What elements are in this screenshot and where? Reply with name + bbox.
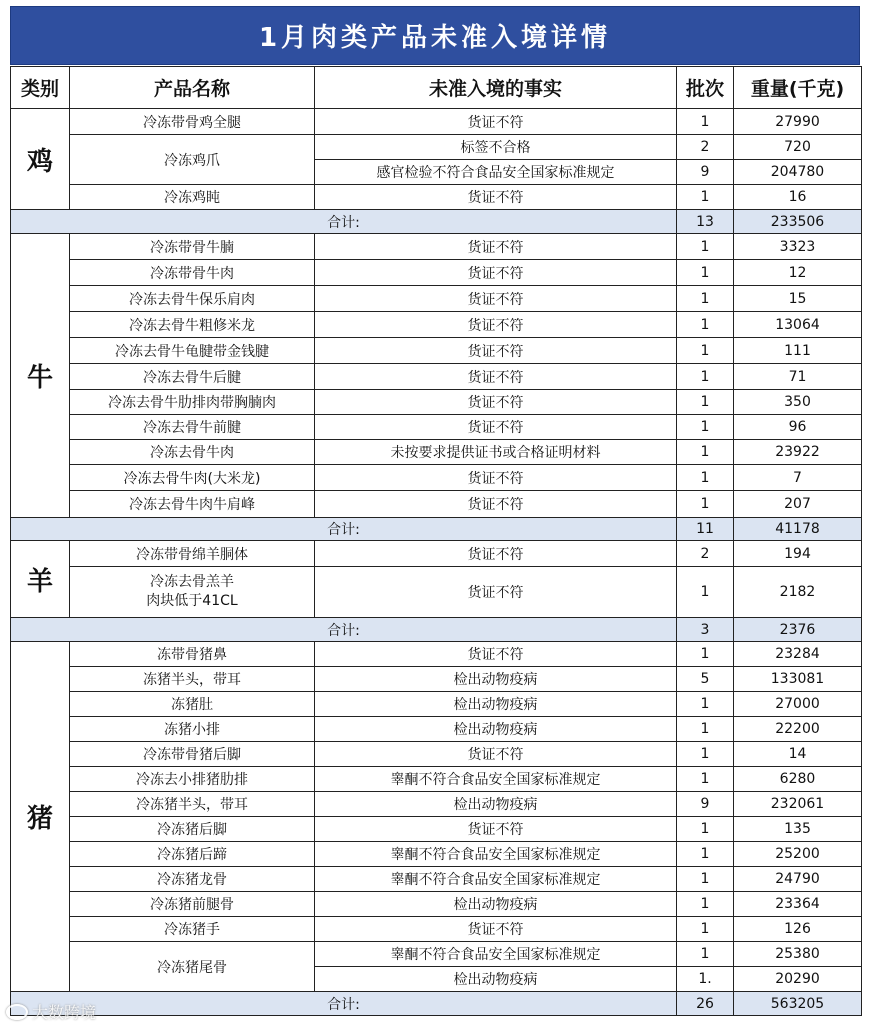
subtotal-weight: 233506 [734, 210, 862, 234]
batch-count: 1 [677, 717, 734, 742]
batch-count: 1 [677, 234, 734, 260]
denial-fact: 睾酮不符合食品安全国家标准规定 [315, 867, 677, 892]
batch-count: 1 [677, 185, 734, 210]
denial-fact: 检出动物疫病 [315, 792, 677, 817]
denial-fact: 货证不符 [315, 465, 677, 491]
denial-fact: 货证不符 [315, 286, 677, 312]
weight-kg: 23364 [734, 892, 862, 917]
product-name: 冷冻去骨牛后腱 [70, 364, 315, 390]
header-fact: 未准入境的事实 [315, 67, 677, 109]
batch-count: 1 [677, 642, 734, 667]
table-row [11, 312, 862, 338]
weight-kg: 16 [734, 185, 862, 210]
batch-count: 1 [677, 567, 734, 618]
subtotal-row [11, 992, 862, 1016]
batch-count: 2 [677, 135, 734, 160]
denial-fact: 货证不符 [315, 338, 677, 364]
table-row [11, 491, 862, 518]
table-row [11, 667, 862, 692]
weight-kg: 232061 [734, 792, 862, 817]
table-row [11, 541, 862, 567]
product-name: 冷冻去骨牛肉牛肩峰 [70, 491, 315, 518]
denial-fact: 感官检验不符合食品安全国家标准规定 [315, 160, 677, 185]
denial-fact: 睾酮不符合食品安全国家标准规定 [315, 767, 677, 792]
batch-count: 1 [677, 286, 734, 312]
table-row [11, 942, 862, 967]
product-name: 冷冻去骨牛肋排肉带胸腩肉 [70, 390, 315, 415]
product-name: 冻带骨猪鼻 [70, 642, 315, 667]
denial-fact: 货证不符 [315, 312, 677, 338]
product-name: 冷冻猪前腿骨 [70, 892, 315, 917]
table-row [11, 767, 862, 792]
weight-kg: 2182 [734, 567, 862, 618]
product-name: 冷冻鸡爪 [70, 135, 315, 185]
product-name: 冷冻鸡盹 [70, 185, 315, 210]
product-name: 冷冻猪后蹄 [70, 842, 315, 867]
table-row [11, 109, 862, 135]
weight-kg: 6280 [734, 767, 862, 792]
denial-fact: 货证不符 [315, 567, 677, 618]
header-row [11, 67, 862, 109]
batch-count: 1 [677, 842, 734, 867]
weight-kg: 22200 [734, 717, 862, 742]
weight-kg: 207 [734, 491, 862, 518]
batch-count: 1 [677, 338, 734, 364]
table-row [11, 185, 862, 210]
product-name-line: 肉块低于41CL [146, 593, 238, 609]
table-row [11, 465, 862, 491]
batch-count: 1 [677, 312, 734, 338]
table-row [11, 135, 862, 160]
table-row [11, 364, 862, 390]
denial-fact: 货证不符 [315, 917, 677, 942]
product-name: 冷冻带骨牛腩 [70, 234, 315, 260]
header-weight: 重量(千克) [734, 67, 862, 109]
category-beef: 牛 [11, 234, 70, 518]
weight-kg: 24790 [734, 867, 862, 892]
table-row [11, 234, 862, 260]
table-row [11, 892, 862, 917]
denial-fact: 货证不符 [315, 491, 677, 518]
weight-kg: 23922 [734, 440, 862, 465]
weight-kg: 3323 [734, 234, 862, 260]
batch-count: 1 [677, 465, 734, 491]
weight-kg: 27000 [734, 692, 862, 717]
watermark-text: 大数跨境 [32, 1003, 97, 1022]
weight-kg: 14 [734, 742, 862, 767]
product-name: 冷冻去骨牛粗修米龙 [70, 312, 315, 338]
product-name: 冷冻去骨牛保乐肩肉 [70, 286, 315, 312]
table-row [11, 792, 862, 817]
weight-kg: 71 [734, 364, 862, 390]
subtotal-label: 合计: [11, 210, 677, 234]
product-name: 冷冻去骨牛前腱 [70, 415, 315, 440]
denial-fact: 货证不符 [315, 109, 677, 135]
category-pork: 猪 [11, 642, 70, 992]
batch-count: 9 [677, 160, 734, 185]
batch-count: 1 [677, 260, 734, 286]
denial-fact: 未按要求提供证书或合格证明材料 [315, 440, 677, 465]
header-product: 产品名称 [70, 67, 315, 109]
batch-count: 1 [677, 390, 734, 415]
weight-kg: 720 [734, 135, 862, 160]
header-batch: 批次 [677, 67, 734, 109]
subtotal-weight: 563205 [734, 992, 862, 1016]
product-name: 冷冻猪龙骨 [70, 867, 315, 892]
product-name: 冻猪半头，带耳 [70, 667, 315, 692]
denial-fact: 货证不符 [315, 364, 677, 390]
denial-fact: 货证不符 [315, 742, 677, 767]
product-name-line: 冷冻去骨羔羊 [150, 574, 234, 590]
batch-count: 1 [677, 364, 734, 390]
batch-count: 1 [677, 109, 734, 135]
product-name: 冷冻带骨牛肉 [70, 260, 315, 286]
batch-count: 1. [677, 967, 734, 992]
table-row [11, 338, 862, 364]
table-row [11, 917, 862, 942]
batch-count: 9 [677, 792, 734, 817]
weight-kg: 126 [734, 917, 862, 942]
batch-count: 1 [677, 415, 734, 440]
category-lamb: 羊 [11, 541, 70, 618]
product-name: 冻猪小排 [70, 717, 315, 742]
batch-count: 1 [677, 692, 734, 717]
batch-count: 1 [677, 817, 734, 842]
weight-kg: 133081 [734, 667, 862, 692]
weight-kg: 25380 [734, 942, 862, 967]
denial-fact: 货证不符 [315, 260, 677, 286]
denial-fact: 货证不符 [315, 642, 677, 667]
denial-fact: 货证不符 [315, 390, 677, 415]
denial-fact: 货证不符 [315, 234, 677, 260]
subtotal-batch: 26 [677, 992, 734, 1016]
table-row [11, 567, 862, 618]
product-name [70, 567, 315, 618]
weight-kg: 23284 [734, 642, 862, 667]
product-name: 冷冻猪手 [70, 917, 315, 942]
denial-fact: 货证不符 [315, 541, 677, 567]
page-title: 1月肉类产品未准入境详情 [10, 6, 860, 65]
product-name: 冷冻带骨鸡全腿 [70, 109, 315, 135]
weight-kg: 25200 [734, 842, 862, 867]
table-row [11, 440, 862, 465]
weight-kg: 111 [734, 338, 862, 364]
denial-fact: 检出动物疫病 [315, 717, 677, 742]
weight-kg: 12 [734, 260, 862, 286]
batch-count: 1 [677, 767, 734, 792]
denial-fact: 检出动物疫病 [315, 892, 677, 917]
denial-fact: 检出动物疫病 [315, 667, 677, 692]
table-row [11, 415, 862, 440]
product-name: 冷冻猪半头，带耳 [70, 792, 315, 817]
weight-kg: 7 [734, 465, 862, 491]
weight-kg: 13064 [734, 312, 862, 338]
product-name: 冷冻去小排猪肋排 [70, 767, 315, 792]
subtotal-label: 合计: [11, 618, 677, 642]
batch-count: 2 [677, 541, 734, 567]
product-name: 冷冻猪后脚 [70, 817, 315, 842]
watermark [6, 1000, 96, 1023]
table-row [11, 717, 862, 742]
denial-fact: 货证不符 [315, 817, 677, 842]
category-chicken: 鸡 [11, 109, 70, 210]
table-row [11, 642, 862, 667]
subtotal-batch: 13 [677, 210, 734, 234]
subtotal-weight: 2376 [734, 618, 862, 642]
weight-kg: 27990 [734, 109, 862, 135]
weight-kg: 204780 [734, 160, 862, 185]
product-name: 冷冻带骨绵羊胴体 [70, 541, 315, 567]
weight-kg: 194 [734, 541, 862, 567]
subtotal-row [11, 518, 862, 541]
subtotal-batch: 3 [677, 618, 734, 642]
batch-count: 5 [677, 667, 734, 692]
table-row [11, 742, 862, 767]
header-category: 类别 [11, 67, 70, 109]
table-row [11, 260, 862, 286]
table-row [11, 867, 862, 892]
batch-count: 1 [677, 440, 734, 465]
product-name: 冷冻猪尾骨 [70, 942, 315, 992]
denial-fact: 货证不符 [315, 415, 677, 440]
subtotal-batch: 11 [677, 518, 734, 541]
weight-kg: 96 [734, 415, 862, 440]
denial-fact: 睾酮不符合食品安全国家标准规定 [315, 942, 677, 967]
batch-count: 1 [677, 892, 734, 917]
weight-kg: 135 [734, 817, 862, 842]
subtotal-weight: 41178 [734, 518, 862, 541]
product-name: 冷冻去骨牛肉 [70, 440, 315, 465]
subtotal-label: 合计: [11, 992, 677, 1016]
batch-count: 1 [677, 491, 734, 518]
table-row [11, 692, 862, 717]
batch-count: 1 [677, 917, 734, 942]
product-name: 冷冻带骨猪后脚 [70, 742, 315, 767]
table-row [11, 286, 862, 312]
import-denial-table [10, 66, 862, 1016]
product-name: 冷冻去骨牛肉(大米龙) [70, 465, 315, 491]
batch-count: 1 [677, 867, 734, 892]
table-row [11, 842, 862, 867]
denial-fact: 检出动物疫病 [315, 967, 677, 992]
table-row [11, 390, 862, 415]
weight-kg: 350 [734, 390, 862, 415]
product-name: 冻猪肚 [70, 692, 315, 717]
denial-fact: 睾酮不符合食品安全国家标准规定 [315, 842, 677, 867]
denial-fact: 标签不合格 [315, 135, 677, 160]
denial-fact: 检出动物疫病 [315, 692, 677, 717]
product-name: 冷冻去骨牛龟腱带金钱腱 [70, 338, 315, 364]
weight-kg: 15 [734, 286, 862, 312]
table-row [11, 817, 862, 842]
weight-kg: 20290 [734, 967, 862, 992]
watermark-logo-icon [6, 1004, 28, 1020]
denial-fact: 货证不符 [315, 185, 677, 210]
batch-count: 1 [677, 742, 734, 767]
subtotal-row [11, 618, 862, 642]
batch-count: 1 [677, 942, 734, 967]
subtotal-label: 合计: [11, 518, 677, 541]
subtotal-row [11, 210, 862, 234]
